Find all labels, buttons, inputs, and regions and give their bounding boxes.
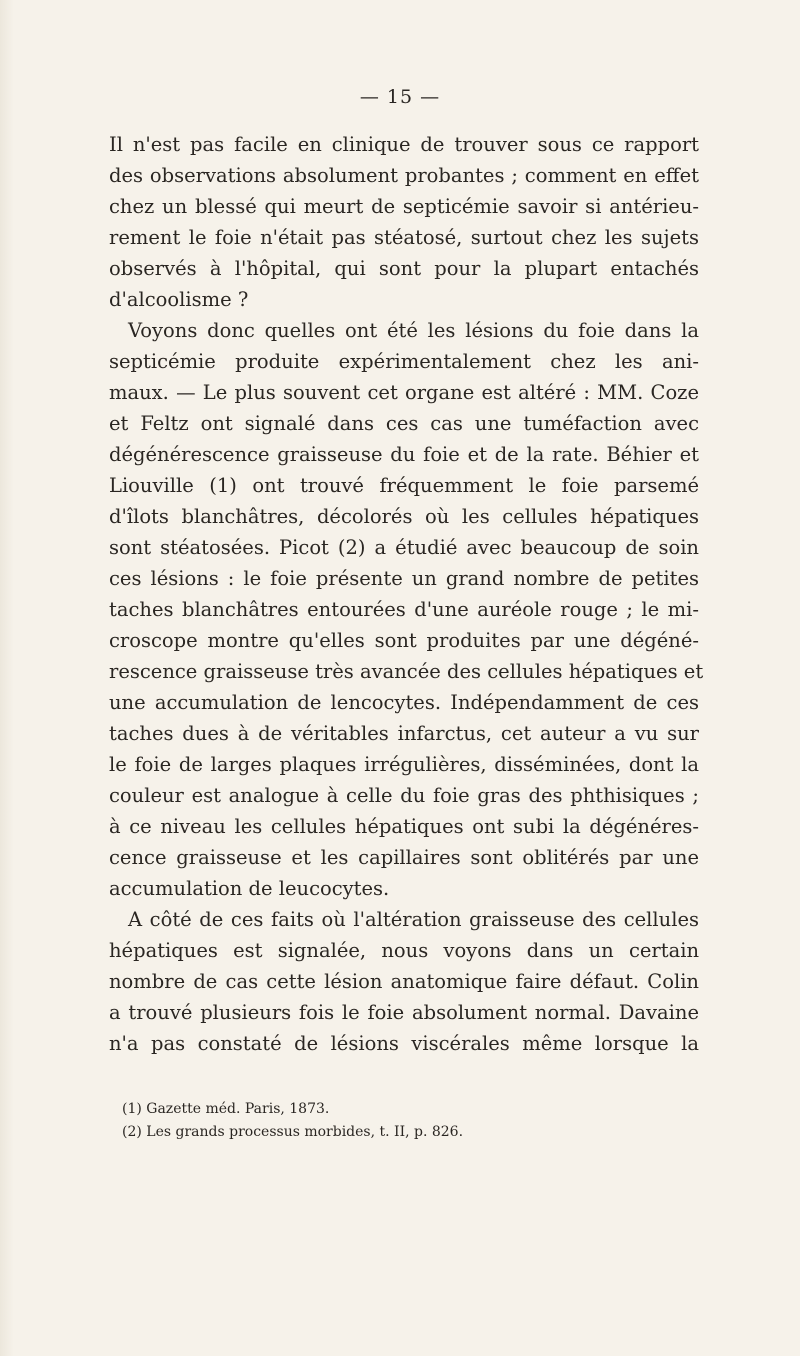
footnote: (2) Les grands processus morbides, t. II, p. 826. — [122, 1124, 464, 1140]
text-line: chez un blessé qui meurt de septicémie savoir si antérieu- — [109, 195, 699, 218]
text-line: hépatiques est signalée, nous voyons dans un certain — [109, 939, 699, 962]
text-line: taches dues à de véritables infarctus, cet auteur a vu sur — [109, 722, 699, 745]
text-line: observés à l'hôpital, qui sont pour la plupart entachés — [109, 257, 699, 280]
text-line: d'alcoolisme ? — [109, 288, 249, 311]
text-line: à ce niveau les cellules hépatiques ont subi la dégénéres- — [109, 815, 699, 838]
text-line: n'a pas constaté de lésions viscérales même lorsque la — [109, 1032, 699, 1055]
page-edge-shadow — [0, 0, 14, 1356]
text-line: accumulation de leucocytes. — [109, 877, 390, 900]
text-line: des observations absolument probantes ; comment en effet — [109, 164, 699, 187]
text-line: A côté de ces faits où l'altération graisseuse des cellules — [128, 908, 699, 931]
page-number: — 15 — — [359, 86, 441, 108]
text-line: taches blanchâtres entourées d'une auréole rouge ; le mi- — [109, 598, 699, 621]
text-line: maux. — Le plus souvent cet organe est altéré : MM. Coze — [109, 381, 699, 404]
text-line: Liouville (1) ont trouvé fréquemment le foie parsemé — [109, 474, 699, 497]
text-line: Voyons donc quelles ont été les lésions du foie dans la — [128, 319, 699, 342]
text-line: a trouvé plusieurs fois le foie absolument normal. Davaine — [109, 1001, 699, 1024]
text-line: septicémie produite expérimentalement chez les ani- — [109, 350, 699, 373]
text-line: cence graisseuse et les capillaires sont oblitérés par une — [109, 846, 699, 869]
text-line: nombre de cas cette lésion anatomique faire défaut. Colin — [109, 970, 699, 993]
text-line: ces lésions : le foie présente un grand nombre de petites — [109, 567, 699, 590]
text-line: rescence graisseuse très avancée des cellules hépatiques et — [109, 660, 704, 683]
text-line: une accumulation de lencocytes. Indépendamment de ces — [109, 691, 699, 714]
text-line: rement le foie n'était pas stéatosé, surtout chez les sujets — [109, 226, 699, 249]
text-line: le foie de larges plaques irrégulières, disséminées, dont la — [109, 753, 699, 776]
body-text — [109, 129, 704, 1059]
text-line: d'îlots blanchâtres, décolorés où les cellules hépatiques — [109, 505, 699, 528]
text-line: croscope montre qu'elles sont produites par une dégéné- — [109, 629, 699, 652]
footnote: (1) Gazette méd. Paris, 1873. — [122, 1101, 330, 1117]
text-line: Il n'est pas facile en clinique de trouver sous ce rapport — [109, 133, 699, 156]
text-line: dégénérescence graisseuse du foie et de la rate. Béhier et — [109, 443, 699, 466]
text-line: sont stéatosées. Picot (2) a étudié avec beaucoup de soin — [109, 536, 699, 559]
text-line: et Feltz ont signalé dans ces cas une tuméfaction avec — [109, 412, 699, 435]
text-line: couleur est analogue à celle du foie gras des phthisiques ; — [109, 784, 699, 807]
footnotes — [122, 1098, 702, 1144]
